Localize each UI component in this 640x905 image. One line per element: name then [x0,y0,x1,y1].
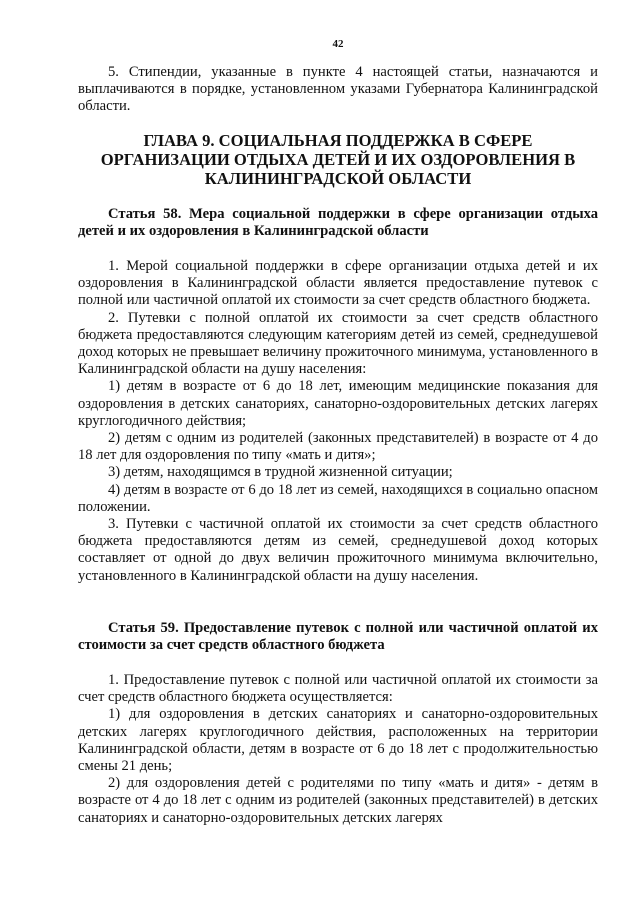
article-58-list-item: 4) детям в возрасте от 6 до 18 лет из семей, находящихся в социально опасном положении. [78,481,598,515]
article-59-list-item: 1) для оздоровления в детских санаториях и санаторно-оздоровительных детских лагерях круглогодичного действия, расположенных на территории Калининградской области, детям в возрасте от 6 до 18 лет с продолжительностью смены 21 день; [78,706,598,775]
page-number: 42 [332,38,344,50]
article-59-title: Статья 59. Предоставление путевок с полной или частичной оплатой их стоимости за счет средств областного бюджета [78,620,598,654]
article-58-list-item: 1) детям в возрасте от 6 до 18 лет, имеющим медицинские показания для оздоровления в детских санаториях, санаторно-оздоровительных детских лагерях круглогодичного действия; [78,378,598,429]
intro-section [78,64,598,116]
article-59 [78,620,598,655]
article-58 [78,206,598,241]
chapter-title: ГЛАВА 9. СОЦИАЛЬНАЯ ПОДДЕРЖКА В СФЕРЕ ОРГАНИЗАЦИИ ОТДЫХА ДЕТЕЙ И ИХ ОЗДОРОВЛЕНИЯ В КАЛИНИНГРАДСКОЙ ОБЛАСТИ [100,131,576,188]
article-59-paragraph: 1. Предоставление путевок с полной или частичной оплатой их стоимости за счет средств областного бюджета осуществляется: [78,672,598,706]
article-58-paragraph: 2. Путевки с полной оплатой их стоимости за счет средств областного бюджета предоставляются следующим категориям детей из семей, среднедушевой доход которых не превышает величину прожиточного минимума, установленного в Калининградской области на душу населения: [78,309,598,378]
article-58-list-item: 2) детям с одним из родителей (законных представителей) в возрасте от 4 до 18 лет для оздоровления по типу «мать и дитя»; [78,430,598,464]
article-58-paragraph: 3. Путевки с частичной оплатой их стоимости за счет средств областного бюджета предоставляются детям из семей, среднедушевой доход которых составляет от одной до двух величин прожиточного минимума включительно, установленного в Калининградской области на душу населения. [78,516,598,584]
intro-paragraph: 5. Стипендии, указанные в пункте 4 настоящей статьи, назначаются и выплачиваются в порядке, установленном указами Губернатора Калининградской области. [78,64,598,115]
article-58-body [78,258,598,585]
article-59-list-item: 2) для оздоровления детей с родителями по типу «мать и дитя» - детям в возрасте от 4 до 18 лет с одним из родителей (законных представителей) в детских санаториях и санаторно-оздоровительных детских лагерях [78,775,598,826]
article-58-paragraph: 1. Мерой социальной поддержки в сфере организации отдыха детей и их оздоровления в Калининградской области является предоставление путевок с полной или частичной оплатой их стоимости за счет средств областного бюджета. [78,258,598,309]
article-58-list-item: 3) детям, находящимся в трудной жизненной ситуации; [108,464,453,481]
article-58-title: Статья 58. Мера социальной поддержки в сфере организации отдыха детей и их оздоровления в Калининградской области [78,206,598,240]
article-59-body [78,672,598,827]
